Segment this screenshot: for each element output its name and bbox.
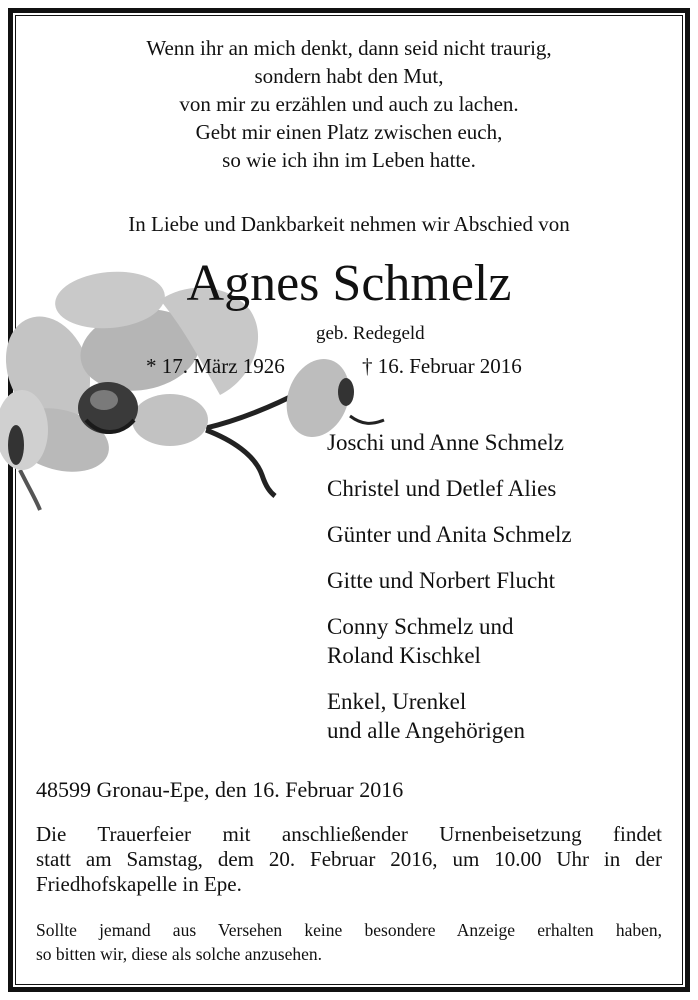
family-line: Enkel, Urenkel	[327, 689, 467, 714]
poem-line: sondern habt den Mut,	[254, 64, 444, 88]
note-line: Sollte jemand aus Versehen keine besondere Anzeige erhalten haben,	[36, 920, 662, 940]
family-group	[327, 520, 572, 549]
family-line: Roland Kischkel	[327, 643, 481, 668]
family-line: Joschi und Anne Schmelz	[327, 430, 564, 455]
family-group	[327, 428, 572, 457]
poem-line: so wie ich ihn im Leben hatte.	[222, 148, 476, 172]
ceremony-line: Friedhofskapelle in Epe.	[36, 872, 242, 896]
ceremony-line: statt am Samstag, dem 20. Februar 2016, um 10.00 Uhr in der	[36, 847, 662, 871]
ceremony-info	[36, 822, 662, 897]
family-group	[327, 687, 572, 745]
birth-date: * 17. März 1926	[146, 354, 285, 378]
ceremony-line: Die Trauerfeier mit anschließender Urnenbeisetzung findet	[36, 822, 662, 846]
family-group	[327, 566, 572, 595]
poem-line: von mir zu erzählen und auch zu lachen.	[179, 92, 519, 116]
poem	[0, 34, 698, 174]
death-date: † 16. Februar 2016	[362, 354, 522, 378]
notice-note	[36, 918, 662, 966]
family-group	[327, 612, 572, 670]
poem-line: Gebt mir einen Platz zwischen euch,	[195, 120, 503, 144]
maiden-name: geb. Redegeld	[316, 323, 425, 344]
note-line: so bitten wir, diese als solche anzusehen.	[36, 944, 323, 964]
poem-line: Wenn ihr an mich denkt, dann seid nicht traurig,	[146, 36, 552, 60]
family-line: Christel und Detlef Alies	[327, 476, 557, 501]
family-group	[327, 474, 572, 503]
family-line: und alle Angehörigen	[327, 718, 526, 743]
family-list	[327, 428, 572, 762]
farewell-intro: In Liebe und Dankbarkeit nehmen wir Abschied von	[128, 212, 570, 236]
family-line: Günter und Anita Schmelz	[327, 522, 572, 547]
family-line: Conny Schmelz und	[327, 614, 514, 639]
deceased-name: Agnes Schmelz	[186, 255, 512, 312]
family-line: Gitte und Norbert Flucht	[327, 568, 556, 593]
place-and-date: 48599 Gronau-Epe, den 16. Februar 2016	[36, 777, 404, 802]
